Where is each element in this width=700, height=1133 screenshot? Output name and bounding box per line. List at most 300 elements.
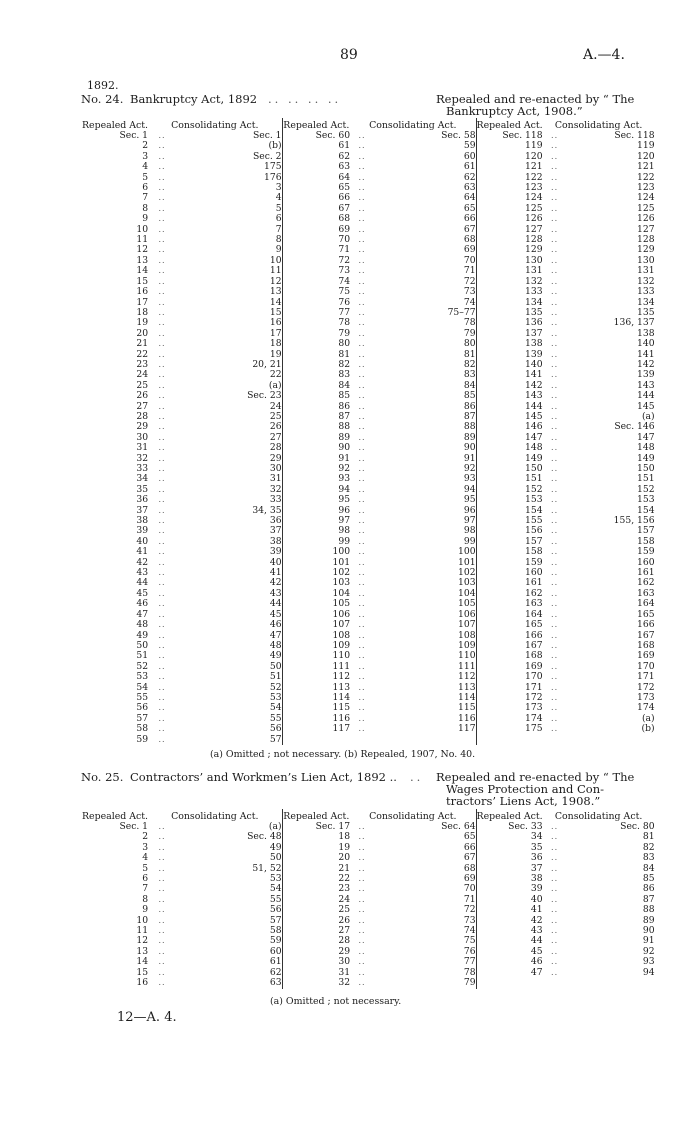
consolidating-section: 79 <box>374 978 476 988</box>
repealed-section: 100 <box>332 547 351 558</box>
consolidating-section: 50 <box>176 853 282 863</box>
consolidating-section: 114 <box>374 693 476 703</box>
repealed-section: 7 <box>142 193 149 204</box>
consolidating-section: 122 <box>637 172 655 183</box>
consolidating-section: 74 <box>374 926 476 936</box>
leader-dots: .. <box>551 936 559 946</box>
consolidating-section: 84 <box>374 381 476 391</box>
consolidating-section: 37 <box>176 526 282 536</box>
repealed-section: 158 <box>525 547 543 558</box>
repealed-section: 117 <box>332 724 351 735</box>
leader-dots: .. <box>358 453 366 463</box>
table-row <box>82 266 655 276</box>
consolidating-section: 48 <box>176 641 282 651</box>
leader-dots: .. <box>358 411 366 421</box>
consolidating-section: Sec. 2 <box>176 152 282 162</box>
leader-dots: .. <box>551 328 559 338</box>
consolidating-section: 107 <box>374 620 476 630</box>
leader-dots: .. <box>551 453 559 463</box>
table-row <box>82 485 655 495</box>
repealed-section: 113 <box>332 682 351 693</box>
repealed-section <box>476 735 543 745</box>
leader-dots <box>543 978 567 988</box>
repealed-section: 73 <box>338 266 351 277</box>
leader-dots: .. <box>358 874 366 884</box>
repealed-section: 101 <box>332 557 351 568</box>
consolidating-section: (a) <box>641 411 655 422</box>
leader-dots: .. <box>158 547 166 557</box>
consolidating-section: 176 <box>176 173 282 183</box>
table-row <box>82 422 655 432</box>
consolidating-section: 119 <box>637 141 655 152</box>
leader-dots: .. <box>158 568 166 578</box>
page-number: 89 <box>340 47 358 63</box>
repealed-section: 13 <box>136 255 149 266</box>
repealed-section: 63 <box>338 162 351 173</box>
repealed-section: 44 <box>530 936 543 947</box>
leader-dots: .. <box>551 536 559 546</box>
repealed-section: 30 <box>136 432 149 443</box>
leader-dots: .. <box>358 599 366 609</box>
repealed-section: 43 <box>530 926 543 937</box>
leader-dots: .. <box>358 318 366 328</box>
repealed-section: 85 <box>338 391 351 402</box>
leader-dots: .. <box>551 151 559 161</box>
consolidating-section: 29 <box>176 454 282 464</box>
repealed-section: 22 <box>136 349 149 360</box>
table-row <box>82 173 655 183</box>
leader-dots: .. <box>158 193 166 203</box>
repealed-section: 79 <box>338 328 351 339</box>
leader-dots: .. <box>158 651 166 661</box>
table-row <box>82 662 655 672</box>
consolidating-section: 82 <box>642 842 655 853</box>
leader-dots: .. <box>551 672 559 682</box>
table-row <box>82 329 655 339</box>
leader-dots: .. <box>358 568 366 578</box>
repealed-section: 174 <box>525 713 543 724</box>
consolidating-section: 121 <box>637 162 655 173</box>
act2-table-body <box>82 822 655 989</box>
repealed-section: 159 <box>525 557 543 568</box>
repealed-section: 106 <box>332 609 351 620</box>
consolidating-section: 66 <box>374 843 476 853</box>
repealed-section: 9 <box>142 214 149 225</box>
leader-dots: .. <box>551 588 559 598</box>
consolidating-section: 14 <box>176 298 282 308</box>
leader-dots: .. <box>358 640 366 650</box>
consolidating-section: 57 <box>176 916 282 926</box>
repealed-section: 21 <box>136 339 149 350</box>
leader-dots: .. <box>358 474 366 484</box>
table-row <box>82 599 655 609</box>
repealed-section: 28 <box>136 411 149 422</box>
table-row <box>82 162 655 172</box>
leader-dots: .. <box>158 884 166 894</box>
consolidating-section: 53 <box>176 874 282 884</box>
repealed-section: 161 <box>525 578 543 589</box>
repealed-section: 45 <box>136 588 149 599</box>
leader-dots: .. <box>551 713 559 723</box>
leader-dots: .. <box>158 391 166 401</box>
leader-dots: .. <box>158 224 166 234</box>
table-row <box>82 308 655 318</box>
consolidating-section: 22 <box>176 370 282 380</box>
repealed-section: 4 <box>142 162 149 173</box>
consolidating-section: 69 <box>374 245 476 255</box>
consolidating-section: 154 <box>637 505 655 516</box>
consolidating-section: 73 <box>374 287 476 297</box>
repealed-section: 139 <box>525 349 543 360</box>
repealed-section: 162 <box>525 588 543 599</box>
act2-header-consolidating-3: Consolidating Act. <box>554 811 643 822</box>
consolidating-section: 50 <box>176 662 282 672</box>
repealed-section: 148 <box>525 443 543 454</box>
leader-dots: .. <box>551 724 559 734</box>
table-row <box>82 370 655 380</box>
consolidating-section: 13 <box>176 287 282 297</box>
leader-dots: .. <box>158 474 166 484</box>
leader-dots: .. <box>551 620 559 630</box>
leader-dots: .. <box>158 484 166 494</box>
act1-year: 1892. <box>87 79 119 92</box>
consolidating-section: 102 <box>374 568 476 578</box>
consolidating-section: 58 <box>176 926 282 936</box>
leader-dots: .. <box>358 884 366 894</box>
leader-dots: .. <box>551 863 559 873</box>
leader-dots: .. <box>358 842 366 852</box>
repealed-section: 9 <box>142 905 149 916</box>
repealed-section: 23 <box>136 359 149 370</box>
consolidating-section: 11 <box>176 266 282 276</box>
table-row <box>82 360 655 370</box>
repealed-section: 31 <box>136 443 149 454</box>
table-row <box>82 193 655 203</box>
leader-dots: .. <box>358 724 366 734</box>
leader-dots: .. <box>551 946 559 956</box>
consolidating-section: 72 <box>374 277 476 287</box>
consolidating-section: 93 <box>374 474 476 484</box>
consolidating-section: 152 <box>637 484 655 495</box>
table-row <box>82 631 655 641</box>
act1-header-consolidating-2: Consolidating Act. <box>350 118 476 131</box>
leader-dots: .. <box>158 946 166 956</box>
consolidating-section: 8 <box>176 235 282 245</box>
repealed-section: 13 <box>136 946 149 957</box>
act2-title: Contractors’ and Workmen’s Lien Act, 1892 .. <box>130 770 397 784</box>
leader-dots: .. <box>158 505 166 515</box>
table-row <box>82 245 655 255</box>
page-footer-reference: 12—A. 4. <box>117 1010 177 1025</box>
leader-dots: .. <box>358 214 366 224</box>
table-row <box>82 350 655 360</box>
consolidating-section: 136, 137 <box>613 318 655 329</box>
leader-dots: .. <box>158 245 166 255</box>
leader-dots: .. <box>358 131 366 140</box>
repealed-section: 123 <box>525 183 543 194</box>
consolidating-section: 10 <box>176 256 282 266</box>
leader-dots: .. <box>551 370 559 380</box>
repealed-section: 109 <box>332 640 351 651</box>
repealed-section: Sec. 1 <box>119 822 149 832</box>
repealed-section: 14 <box>136 957 149 968</box>
leader-dots: .. <box>551 339 559 349</box>
consolidating-section: 12 <box>176 277 282 287</box>
consolidating-section: 17 <box>176 329 282 339</box>
repealed-section: 5 <box>142 863 149 874</box>
repealed-section: 66 <box>338 193 351 204</box>
consolidating-section: 164 <box>637 599 655 610</box>
leader-dots: .. <box>551 516 559 526</box>
repealed-section: 141 <box>525 370 543 381</box>
consolidating-section: 153 <box>637 495 655 506</box>
leader-dots: .. <box>158 967 166 977</box>
consolidating-section: 74 <box>374 298 476 308</box>
consolidating-section: 83 <box>642 853 655 864</box>
leader-dots <box>350 735 374 745</box>
table-row <box>82 152 655 162</box>
repealed-section: 165 <box>525 620 543 631</box>
act2-number: No. 25. <box>81 770 124 784</box>
consolidating-section: 129 <box>637 245 655 256</box>
consolidating-section: 6 <box>176 214 282 224</box>
consolidating-section: (a) <box>641 713 655 724</box>
repealed-section: 83 <box>338 370 351 381</box>
table-row <box>82 277 655 287</box>
repealed-section: 126 <box>525 214 543 225</box>
consolidating-section: 138 <box>637 328 655 339</box>
leader-dots: .. <box>358 905 366 915</box>
leader-dots: .. <box>551 822 559 831</box>
table-row <box>82 339 655 349</box>
leader-dots: .. <box>358 307 366 317</box>
repealed-section: 172 <box>525 692 543 703</box>
table-row <box>82 433 655 443</box>
leader-dots: .. <box>551 640 559 650</box>
consolidating-section: Sec. 1 <box>176 131 282 141</box>
repealed-section: 84 <box>338 380 351 391</box>
act2-repealed-line3: tractors’ Liens Act, 1908.” <box>446 794 601 808</box>
repealed-section: 135 <box>525 307 543 318</box>
repealed-section: 80 <box>338 339 351 350</box>
act1-repealed-line1: Repealed and re-enacted by “ The <box>436 92 635 106</box>
leader-dots: .. <box>358 359 366 369</box>
table-row <box>82 516 655 526</box>
leader-dots: .. <box>358 422 366 432</box>
leader-dots: .. <box>158 235 166 245</box>
consolidating-section: 141 <box>637 349 655 360</box>
repealed-section: Sec. 60 <box>315 131 351 141</box>
act1-table-body <box>82 131 655 745</box>
consolidating-section: 49 <box>176 651 282 661</box>
repealed-section: 12 <box>136 936 149 947</box>
repealed-section: 34 <box>136 474 149 485</box>
table-row <box>82 610 655 620</box>
consolidating-section: 40 <box>176 558 282 568</box>
repealed-section: 2 <box>142 141 149 152</box>
repealed-section: 27 <box>136 401 149 412</box>
repealed-section: 24 <box>338 894 351 905</box>
act1-header-consolidating-3: Consolidating Act. <box>554 120 643 131</box>
leader-dots: .. <box>158 734 166 744</box>
leader-dots: .. <box>158 724 166 734</box>
consolidating-section: 94 <box>374 485 476 495</box>
consolidating-section: 63 <box>176 978 282 988</box>
repealed-section: 164 <box>525 609 543 620</box>
leader-dots: .. <box>158 151 166 161</box>
table-row <box>82 506 655 516</box>
leader-dots: .. <box>158 661 166 671</box>
repealed-section: 27 <box>338 926 351 937</box>
leader-dots: .. <box>158 822 166 831</box>
consolidating-section: 28 <box>176 443 282 453</box>
repealed-section: 149 <box>525 453 543 464</box>
consolidating-section: 143 <box>637 380 655 391</box>
leader-dots: .. <box>551 967 559 977</box>
consolidating-section: 70 <box>374 256 476 266</box>
consolidating-section: Sec. 118 <box>614 131 655 141</box>
repealed-section: 29 <box>136 422 149 433</box>
table-row <box>82 672 655 682</box>
leader-dots: .. <box>551 214 559 224</box>
repealed-section: 157 <box>525 536 543 547</box>
consolidating-section: 89 <box>374 433 476 443</box>
leader-dots: .. <box>158 328 166 338</box>
repealed-section: 99 <box>338 536 351 547</box>
leader-dots: .. <box>158 526 166 536</box>
consolidating-section: Sec. 48 <box>176 832 282 842</box>
leader-dots: .. <box>358 255 366 265</box>
leader-dots: .. <box>551 172 559 182</box>
leader-dots: .. <box>358 609 366 619</box>
consolidating-section: 81 <box>642 832 655 843</box>
leader-dots: .. <box>358 380 366 390</box>
consolidating-section: 34, 35 <box>176 506 282 516</box>
consolidating-section: 56 <box>176 724 282 734</box>
repealed-section: 114 <box>332 692 351 703</box>
repealed-section: 46 <box>136 599 149 610</box>
table-row <box>82 381 655 391</box>
repealed-section: 39 <box>530 884 543 895</box>
consolidating-section: Sec. 80 <box>620 822 655 832</box>
consolidating-section: 62 <box>176 968 282 978</box>
act2-header-repealed-1: Repealed Act. <box>82 811 149 822</box>
table-row <box>82 131 655 141</box>
leader-dots: .. <box>158 640 166 650</box>
consolidating-section: 41 <box>176 568 282 578</box>
leader-dots: .. <box>158 926 166 936</box>
leader-dots: .. <box>158 131 166 140</box>
consolidating-section: 53 <box>176 693 282 703</box>
consolidating-section: 127 <box>637 224 655 235</box>
consolidating-section: 87 <box>642 894 655 905</box>
repealed-section: 72 <box>338 255 351 266</box>
leader-dots: .. <box>358 370 366 380</box>
act1-table <box>82 118 655 745</box>
leader-dots: .. <box>551 141 559 151</box>
leader-dots: .. <box>158 609 166 619</box>
table-row <box>82 443 655 453</box>
repealed-section: 127 <box>525 224 543 235</box>
consolidating-section: 27 <box>176 433 282 443</box>
consolidating-section: 132 <box>637 276 655 287</box>
consolidating-section: 128 <box>637 235 655 246</box>
consolidating-section: 95 <box>374 495 476 505</box>
consolidating-section <box>567 978 655 988</box>
table-row <box>82 864 655 874</box>
consolidating-section: (a) <box>176 822 282 832</box>
repealed-section: 65 <box>338 183 351 194</box>
consolidating-section: 92 <box>374 464 476 474</box>
repealed-section: 175 <box>525 724 543 735</box>
consolidating-section: 75–77 <box>374 308 476 318</box>
consolidating-section: 86 <box>642 884 655 895</box>
repealed-section: 32 <box>338 978 351 989</box>
table-row <box>82 853 655 863</box>
leader-dots: .. <box>358 266 366 276</box>
consolidating-section: 166 <box>637 620 655 631</box>
leader-dots: .. <box>358 588 366 598</box>
repealed-section: 33 <box>136 464 149 474</box>
repealed-section: 40 <box>530 894 543 905</box>
repealed-section: 6 <box>142 183 149 194</box>
repealed-section: 151 <box>525 474 543 485</box>
consolidating-section: 135 <box>637 307 655 318</box>
repealed-section: 138 <box>525 339 543 350</box>
consolidating-section: 5 <box>176 204 282 214</box>
repealed-section: 125 <box>525 203 543 214</box>
repealed-section: 26 <box>136 391 149 402</box>
repealed-section: 116 <box>332 713 351 724</box>
consolidating-section: 60 <box>176 947 282 957</box>
consolidating-section: 88 <box>374 422 476 432</box>
leader-dots: .. <box>358 183 366 193</box>
consolidating-section: 81 <box>374 350 476 360</box>
table-row <box>82 204 655 214</box>
leader-dots: .. <box>551 568 559 578</box>
consolidating-section: 68 <box>374 235 476 245</box>
table-row <box>82 724 655 734</box>
leader-dots: .. <box>551 349 559 359</box>
repealed-section: 131 <box>525 266 543 277</box>
repealed-section: 76 <box>338 297 351 308</box>
consolidating-section: 47 <box>176 631 282 641</box>
leader-dots: .. <box>158 588 166 598</box>
repealed-section: 43 <box>136 568 149 579</box>
table-row <box>82 957 655 967</box>
repealed-section: 64 <box>338 172 351 183</box>
repealed-section: 67 <box>338 203 351 214</box>
table-row <box>82 568 655 578</box>
leader-dots: .. <box>358 713 366 723</box>
repealed-section: 3 <box>142 151 149 162</box>
table-row <box>82 843 655 853</box>
repealed-section: 21 <box>338 863 351 874</box>
leader-dots: .. <box>551 224 559 234</box>
leader-dots: .. <box>358 151 366 161</box>
repealed-section: 119 <box>525 141 543 152</box>
repealed-section: 169 <box>525 661 543 672</box>
repealed-section: 110 <box>332 651 351 662</box>
leader-dots: .. <box>358 464 366 473</box>
leader-dots: .. <box>358 484 366 494</box>
repealed-section: 35 <box>136 484 149 495</box>
leader-dots: .. <box>551 443 559 453</box>
consolidating-section: 172 <box>637 682 655 693</box>
table-row <box>82 683 655 693</box>
repealed-section: 160 <box>525 568 543 579</box>
table-row <box>82 183 655 193</box>
